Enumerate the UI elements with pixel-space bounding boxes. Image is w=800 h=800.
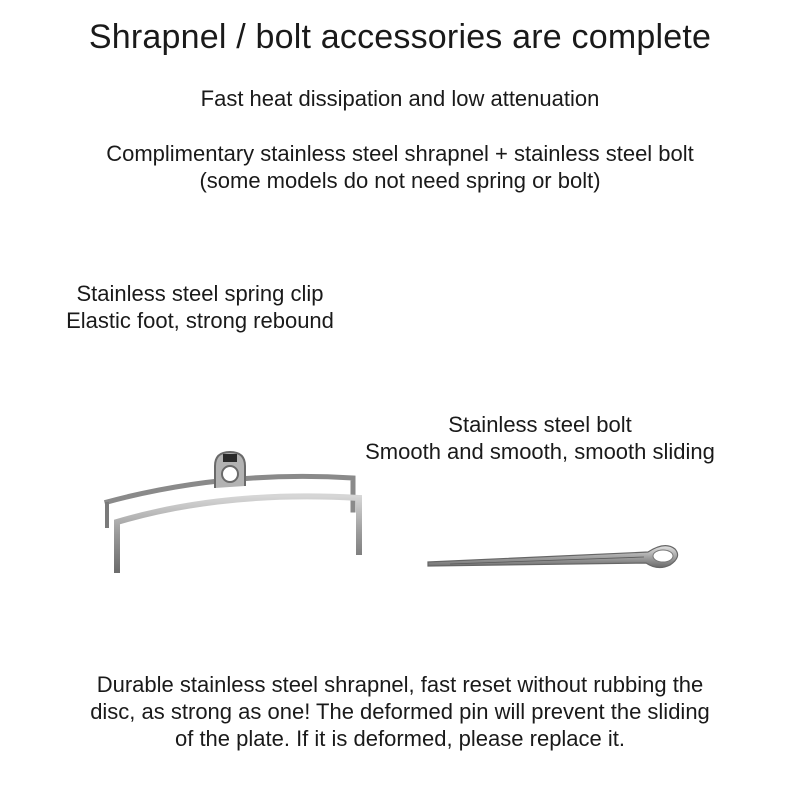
- footer-line-3: of the plate. If it is deformed, please replace it.: [174, 726, 626, 751]
- spring-clip-title: Stainless steel spring clip: [76, 281, 324, 306]
- footer-description: [0, 671, 800, 752]
- complimentary-line-2: (some models do not need spring or bolt): [199, 168, 601, 193]
- cotter-pin-icon: [420, 535, 685, 580]
- footer-line-1: Durable stainless steel shrapnel, fast reset without rubbing the: [96, 672, 704, 697]
- spring-clip-icon: [85, 440, 375, 585]
- spring-clip-description: Elastic foot, strong rebound: [66, 308, 334, 333]
- bolt-title: Stainless steel bolt: [448, 412, 632, 437]
- subtitle: Fast heat dissipation and low attenuation: [200, 86, 600, 111]
- footer-line-2: disc, as strong as one! The deformed pin will prevent the sliding: [90, 699, 710, 724]
- bolt-description: Smooth and smooth, smooth sliding: [365, 439, 715, 464]
- page-title: Shrapnel / bolt accessories are complete: [88, 18, 712, 56]
- complimentary-note: [0, 140, 800, 194]
- spring-clip-caption: [30, 280, 370, 334]
- complimentary-line-1: Complimentary stainless steel shrapnel + stainless steel bolt: [106, 141, 694, 166]
